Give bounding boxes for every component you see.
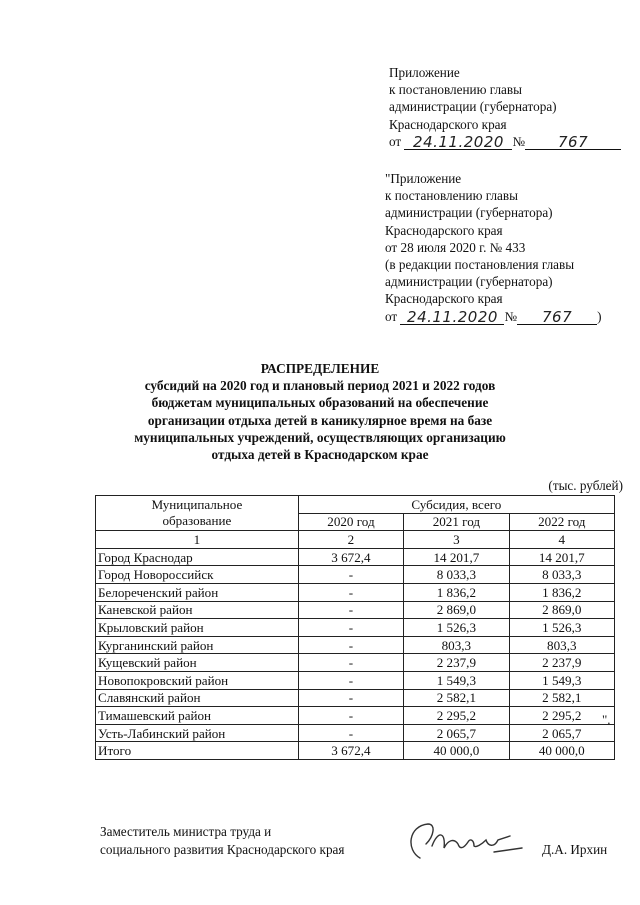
from-prefix: от (389, 133, 402, 149)
value-cell: 1 549,3 (404, 671, 509, 689)
table-colnum-row (96, 531, 615, 549)
table-row (96, 742, 615, 760)
value-cell: 2 295,2 (509, 707, 614, 725)
col-number: 4 (509, 531, 614, 549)
value-cell: 2 295,2 (404, 707, 509, 725)
table-end-mark: ". (602, 712, 611, 727)
closing-paren: ) (597, 308, 602, 324)
value-cell: 2 582,1 (509, 689, 614, 707)
value-cell: - (298, 601, 403, 619)
title-line: бюджетам муниципальных образований на обеспечение (151, 395, 489, 411)
value-cell: - (298, 689, 403, 707)
table-row (96, 654, 615, 672)
value-cell: 3 672,4 (298, 742, 403, 760)
annex2-line: от 28 июля 2020 г. № 433 (385, 239, 526, 255)
value-cell: 14 201,7 (404, 548, 509, 566)
annex-block-2 (385, 170, 601, 325)
municipality-cell: Крыловский район (96, 619, 299, 637)
annex2-line: Краснодарского края (385, 222, 503, 238)
annex-block-1 (389, 64, 621, 150)
number-label: № (504, 308, 518, 324)
header-municipality-line: образование (162, 513, 232, 529)
municipality-cell: Тимашевский район (96, 707, 299, 725)
table-row (96, 671, 615, 689)
value-cell: 14 201,7 (509, 548, 614, 566)
title-line: субсидий на 2020 год и плановый период 2021 и 2022 годов (144, 378, 496, 394)
annex2-line: к постановлению главы (385, 188, 518, 204)
table-row (96, 689, 615, 707)
value-cell: - (298, 671, 403, 689)
value-cell: 8 033,3 (404, 566, 509, 584)
municipality-cell: Новопокровский район (96, 671, 299, 689)
header-year: 2021 год (404, 513, 509, 531)
value-cell: - (298, 707, 403, 725)
col-number: 1 (96, 531, 299, 549)
value-cell: 2 869,0 (509, 601, 614, 619)
value-cell: 1 836,2 (404, 583, 509, 601)
annex1-line: Краснодарского края (389, 116, 507, 132)
value-cell: 1 836,2 (509, 583, 614, 601)
signatory-title (100, 823, 344, 859)
value-cell: - (298, 619, 403, 637)
table-header-row (96, 496, 615, 514)
municipality-cell: Усть-Лабинский район (96, 724, 299, 742)
table-row (96, 566, 615, 584)
unit-label: (тыс. рублей) (548, 478, 623, 493)
signatory-line: Заместитель министра труда и (100, 824, 272, 839)
document-title (100, 360, 540, 463)
handwritten-number: 767 (517, 309, 597, 325)
value-cell: 2 065,7 (509, 724, 614, 742)
signatory-name: Д.А. Ирхин (542, 842, 608, 857)
table-row (96, 619, 615, 637)
title-line: РАСПРЕДЕЛЕНИЕ (260, 361, 380, 376)
value-cell: - (298, 724, 403, 742)
header-year: 2022 год (509, 513, 614, 531)
title-line: муниципальных учреждений, осуществляющих организацию (134, 429, 506, 445)
value-cell: 2 582,1 (404, 689, 509, 707)
municipality-cell: Кущевский район (96, 654, 299, 672)
header-municipality-line: Муниципальное (151, 497, 243, 513)
municipality-cell: Славянский район (96, 689, 299, 707)
header-subsidy: Субсидия, всего (298, 496, 614, 514)
title-line: отдыха детей в Краснодарском крае (211, 447, 429, 463)
municipality-cell: Каневской район (96, 601, 299, 619)
table-row (96, 636, 615, 654)
value-cell: 1 526,3 (404, 619, 509, 637)
value-cell: - (298, 636, 403, 654)
col-number: 3 (404, 531, 509, 549)
col-number: 2 (298, 531, 403, 549)
handwritten-date: 24.11.2020 (400, 309, 504, 325)
annex2-line: администрации (губернатора) (385, 274, 553, 290)
annex1-date-line (389, 133, 621, 150)
value-cell: 2 065,7 (404, 724, 509, 742)
table-row (96, 548, 615, 566)
header-year: 2020 год (298, 513, 403, 531)
annex2-line: (в редакции постановления главы (385, 257, 575, 273)
subsidy-table (95, 495, 615, 760)
value-cell: 803,3 (509, 636, 614, 654)
value-cell: - (298, 583, 403, 601)
value-cell: 8 033,3 (509, 566, 614, 584)
signatory-line: социального развития Краснодарского края (100, 842, 345, 857)
value-cell: 40 000,0 (509, 742, 614, 760)
table-row (96, 583, 615, 601)
number-label: № (512, 133, 526, 149)
annex2-line: Краснодарского края (385, 291, 503, 307)
table-row (96, 707, 615, 725)
handwritten-date: 24.11.2020 (404, 134, 512, 150)
value-cell: 3 672,4 (298, 548, 403, 566)
value-cell: - (298, 566, 403, 584)
value-cell: 1 549,3 (509, 671, 614, 689)
municipality-cell: Итого (96, 742, 299, 760)
annex1-line: к постановлению главы (389, 82, 522, 98)
municipality-cell: Город Краснодар (96, 548, 299, 566)
municipality-cell: Белореченский район (96, 583, 299, 601)
signature-mark (398, 818, 528, 868)
handwritten-number: 767 (525, 134, 621, 150)
municipality-cell: Курганинский район (96, 636, 299, 654)
annex2-line: "Приложение (385, 171, 462, 186)
handwritten-signature (398, 818, 528, 873)
value-cell: 2 237,9 (509, 654, 614, 672)
table-row (96, 601, 615, 619)
value-cell: 40 000,0 (404, 742, 509, 760)
header-municipality (96, 496, 299, 531)
value-cell: - (298, 654, 403, 672)
value-cell: 803,3 (404, 636, 509, 654)
title-line: организации отдыха детей в каникулярное время на базе (147, 412, 493, 428)
annex2-date-line (385, 308, 601, 325)
value-cell: 2 869,0 (404, 601, 509, 619)
table-row (96, 724, 615, 742)
annex1-line: администрации (губернатора) (389, 99, 557, 115)
annex1-line: Приложение (389, 65, 460, 80)
municipality-cell: Город Новороссийск (96, 566, 299, 584)
annex2-line: администрации (губернатора) (385, 205, 553, 221)
value-cell: 1 526,3 (509, 619, 614, 637)
value-cell: 2 237,9 (404, 654, 509, 672)
from-prefix: от (385, 308, 398, 324)
